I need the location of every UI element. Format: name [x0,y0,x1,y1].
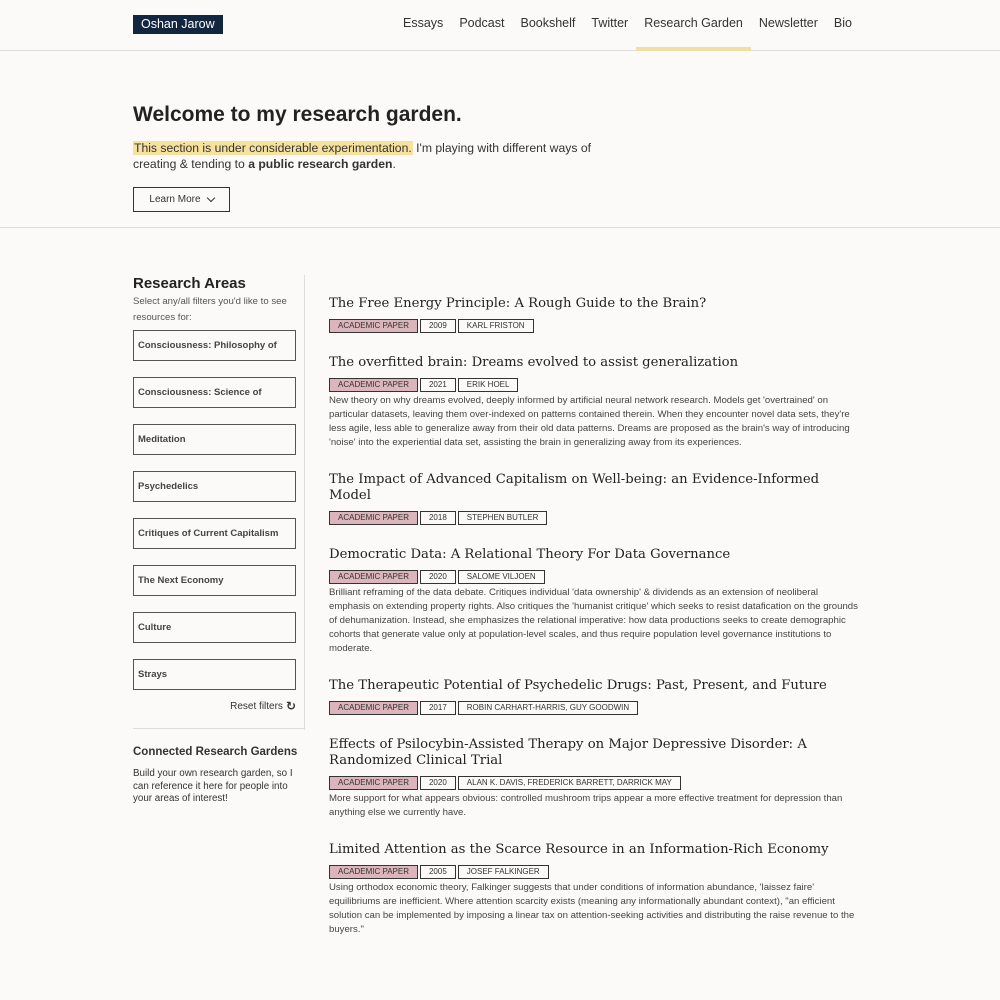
resource-list [329,296,859,959]
learn-more-button[interactable] [133,187,230,212]
nav-link-podcast[interactable]: Podcast [459,16,505,30]
chevron-down-icon [206,193,214,201]
learn-more-label: Learn More [149,194,201,205]
item-title[interactable]: The Free Energy Principle: A Rough Guide to the Brain? [329,296,707,311]
item-tags [329,701,859,715]
reset-filters-label: Reset filters [230,700,283,712]
item-author-tag: SALOME VILJOEN [458,570,545,584]
site-logo[interactable]: Oshan Jarow [133,15,223,34]
nav-link-bio[interactable]: Bio [833,16,852,30]
list-item [329,547,859,656]
filter-critiques-capitalism[interactable]: Critiques of Current Capitalism [133,518,296,549]
item-type-tag: ACADEMIC PAPER [329,319,418,333]
item-author-tag: STEPHEN BUTLER [458,511,548,525]
nav-links [395,0,860,51]
item-type-tag: ACADEMIC PAPER [329,511,418,525]
top-nav [0,0,1000,51]
refresh-icon: ↻ [285,699,296,713]
hero-intro [133,140,623,172]
item-year-tag: 2018 [420,511,456,525]
item-tags [329,865,859,879]
item-type-tag: ACADEMIC PAPER [329,701,418,715]
connected-gardens-title: Connected Research Gardens [133,746,298,758]
item-title[interactable]: Effects of Psilocybin-Assisted Therapy on Major Depressive Disorder: A Randomized Clinical Trial [329,737,807,768]
filter-next-economy[interactable]: The Next Economy [133,565,296,596]
research-areas-sidebar [133,275,305,730]
item-author-tag: ROBIN CARHART-HARRIS, GUY GOODWIN [458,701,638,715]
filter-meditation[interactable]: Meditation [133,424,296,455]
nav-link-newsletter[interactable]: Newsletter [758,16,818,30]
list-item [329,472,859,525]
nav-link-bookshelf[interactable]: Bookshelf [520,16,576,30]
list-item [329,842,859,937]
item-year-tag: 2021 [420,378,456,392]
item-type-tag: ACADEMIC PAPER [329,570,418,584]
research-areas-title: Research Areas [133,275,246,292]
nav-link-research-garden[interactable]: Research Garden [636,0,751,51]
list-item [329,678,859,715]
item-title[interactable]: The overfitted brain: Dreams evolved to assist generalization [329,355,739,370]
item-title[interactable]: The Impact of Advanced Capitalism on Well-being: an Evidence-Informed Model [329,472,820,503]
item-description: New theory on why dreams evolved, deeply informed by artificial neural network research. Models get 'overtrained' on particular datasets, leaving them over-indexed on patterns contained therein. When they encounter novel data sets, they're less agile, less able to generalize away from their old data patterns. Dreams are proposed as the brain's way of introducing 'noise' into the experiential data set, assisting the brain in generalizing away from its experiences. [329,395,850,448]
item-author-tag: JOSEF FALKINGER [458,865,549,879]
list-item [329,737,859,820]
item-tags [329,378,859,392]
filter-list [133,330,296,706]
hero-text-end: . [392,157,396,171]
item-year-tag: 2017 [420,701,456,715]
item-description: Brilliant reframing of the data debate. Critiques individual 'data ownership' & dividends as an extension of neoliberal emphasis on extending property rights. Also critiques the 'humanist critique' which seeks to resist datafication on the grounds of dehumanization. Instead, she emphasizes the relational imperative: how data productions seeks to create demographic cohorts that generate value only at population-level scales, and thus require population level governance institutions to moderate. [329,587,858,654]
item-description: Using orthodox economic theory, Falkinger suggests that under conditions of information abundance, 'laissez faire' equilibriums are inefficient. Where attention scarcity exists (meaning any informationally abundant context), "an efficient solution can be implemented by imposing a linear tax on attention-seeking activities and distributing the raise revenue to the buyers." [329,882,855,935]
filter-strays[interactable]: Strays [133,659,296,690]
item-year-tag: 2020 [420,570,456,584]
item-year-tag: 2005 [420,865,456,879]
item-year-tag: 2020 [420,776,456,790]
connected-gardens-text: Build your own research garden, so I can reference it here for people into your areas of interest! [133,768,293,805]
item-description: More support for what appears obvious: controlled mushroom trips appear a more effective treatment for depression than anything else we currently have. [329,793,843,818]
research-areas-subtitle: Select any/all filters you'd like to see resources for: [133,296,287,323]
nav-link-twitter[interactable]: Twitter [591,16,629,30]
filter-consciousness-philosophy[interactable]: Consciousness: Philosophy of [133,330,296,361]
list-item [329,296,859,333]
filter-culture[interactable]: Culture [133,612,296,643]
item-tags [329,776,859,790]
item-title[interactable]: Limited Attention as the Scarce Resource in an Information-Rich Economy [329,842,829,857]
item-tags [329,319,859,333]
item-title[interactable]: Democratic Data: A Relational Theory For Data Governance [329,547,731,562]
item-tags [329,570,859,584]
item-author-tag: ALAN K. DAVIS, FREDERICK BARRETT, DARRICK MAY [458,776,681,790]
hero-section [0,51,1000,228]
sidebar-divider [133,728,305,729]
filter-consciousness-science[interactable]: Consciousness: Science of [133,377,296,408]
hero-text-bold: a public research garden [248,157,393,171]
item-year-tag: 2009 [420,319,456,333]
item-author-tag: ERIK HOEL [458,378,519,392]
nav-link-essays[interactable]: Essays [403,16,444,30]
item-tags [329,511,859,525]
hero-text-mid: I'm playing with different ways of creating & tending to [133,141,591,171]
reset-filters-button[interactable] [230,699,296,713]
hero-highlight: This section is under considerable experimentation. [134,141,412,155]
filter-psychedelics[interactable]: Psychedelics [133,471,296,502]
item-type-tag: ACADEMIC PAPER [329,865,418,879]
item-author-tag: KARL FRISTON [458,319,534,333]
item-title[interactable]: The Therapeutic Potential of Psychedelic Drugs: Past, Present, and Future [329,678,827,693]
list-item [329,355,859,450]
page-title: Welcome to my research garden. [133,103,462,126]
item-type-tag: ACADEMIC PAPER [329,776,418,790]
item-type-tag: ACADEMIC PAPER [329,378,418,392]
